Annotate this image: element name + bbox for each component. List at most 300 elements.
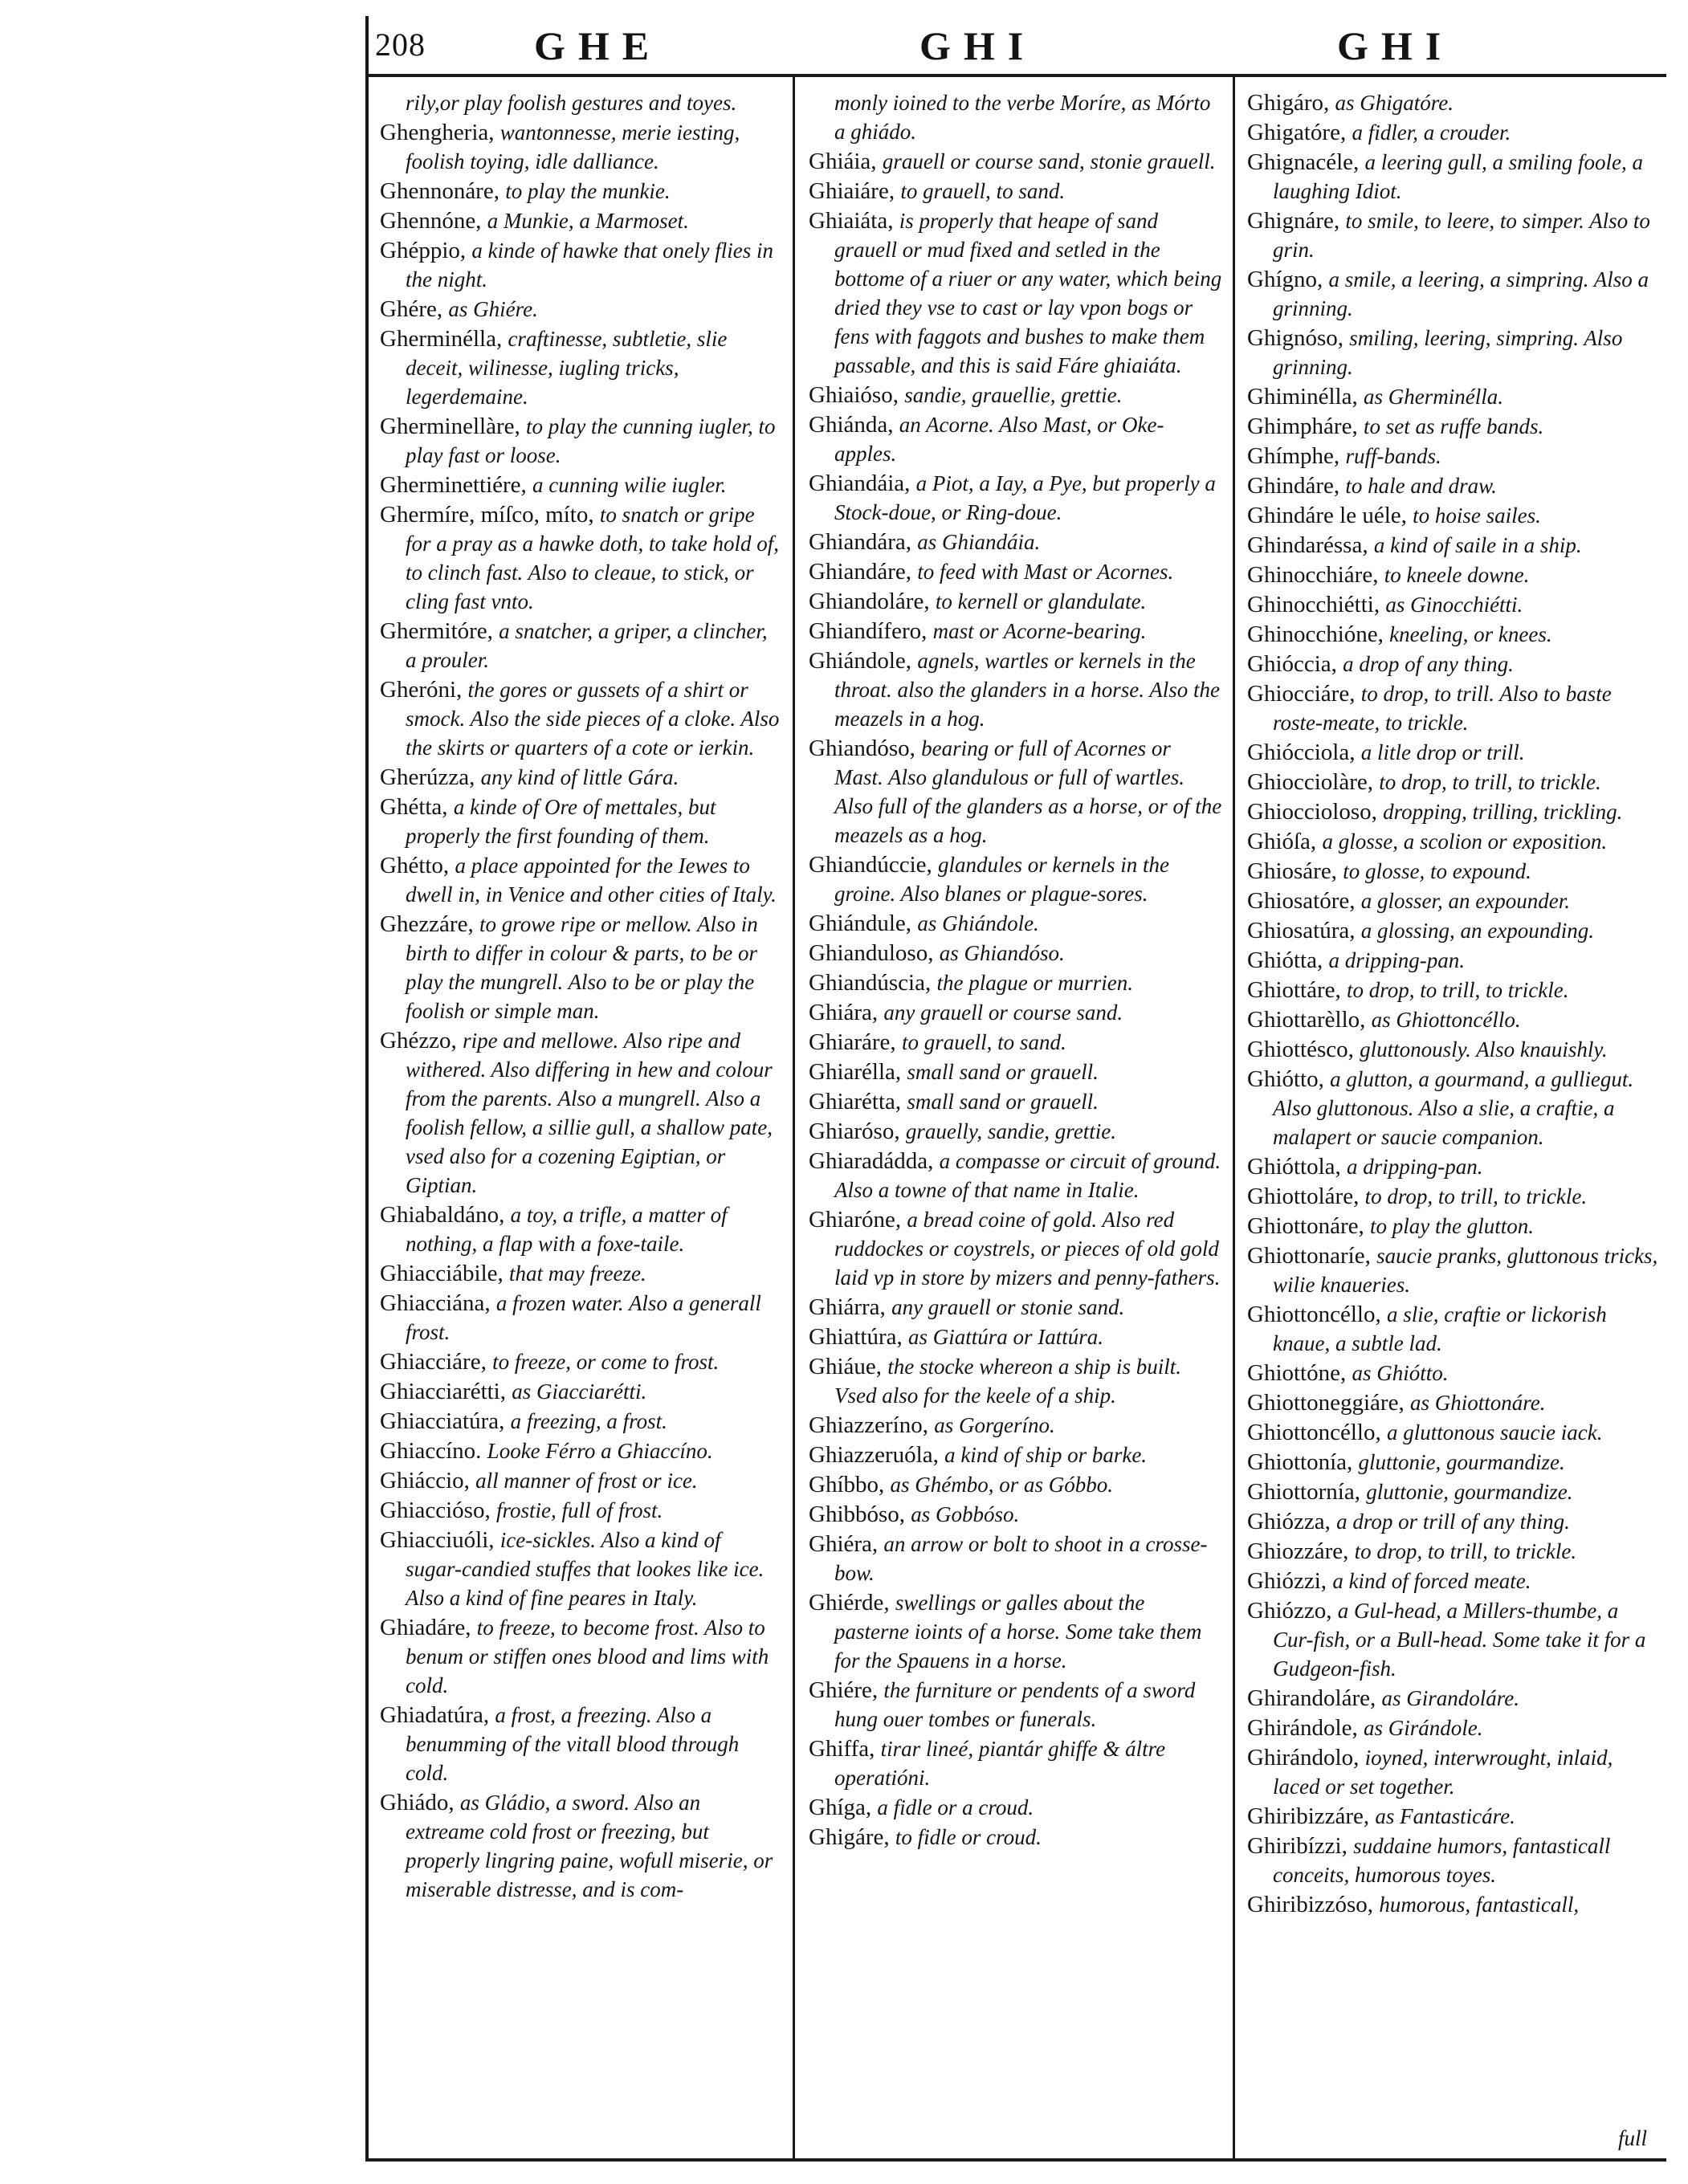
definition: gluttonie, gourmandize. xyxy=(1358,1450,1565,1474)
headword: Ghimpháre, xyxy=(1247,414,1364,439)
definition: smiling, leering, simpring. Also grinning. xyxy=(1273,326,1623,379)
definition: to hale and draw. xyxy=(1345,474,1497,498)
definition: to drop, to trill, to trickle. xyxy=(1347,978,1569,1002)
definition: ripe and mellowe. Also ripe and withered. Also differing in hew and colour from the parents. Also a mungrell. Also a foolish fellow, a sillie gull, a shallow pate, vsed also for a cozening Egiptian, or Giptian. xyxy=(406,1029,773,1197)
definition: a glosse, a scolion or exposition. xyxy=(1322,829,1608,854)
headword: Ghiacciáre, xyxy=(380,1349,493,1375)
headword: Ghiottonía, xyxy=(1247,1449,1359,1475)
dictionary-entry xyxy=(809,646,1222,733)
headword: Ghiacciána, xyxy=(380,1290,496,1316)
dictionary-entry xyxy=(380,118,781,176)
header-rule xyxy=(365,74,1666,77)
headword: Ghiócciola, xyxy=(1247,740,1361,765)
headword: Ghíga, xyxy=(809,1795,878,1820)
headword: Ghirandoláre, xyxy=(1247,1685,1382,1711)
definition: swellings or galles about the pasterne ioints of a horse. Some take them for the Spauens in a horse. xyxy=(834,1591,1202,1673)
headword: Ghioccioloso, xyxy=(1247,799,1384,825)
headword: Ghére, xyxy=(380,296,449,322)
dictionary-entry xyxy=(809,469,1222,527)
dictionary-entry xyxy=(380,1701,781,1787)
dictionary-entry xyxy=(809,968,1222,997)
dictionary-entry xyxy=(1247,442,1661,471)
headword: Ghiosatóre, xyxy=(1247,888,1361,914)
dictionary-entry xyxy=(1247,738,1661,767)
headword: Ghiarétta, xyxy=(809,1089,907,1114)
definition: ruff-bands. xyxy=(1345,444,1441,468)
definition: any kind of little Gára. xyxy=(480,765,679,789)
headword: Ghiattúra, xyxy=(809,1324,909,1350)
dictionary-entry xyxy=(809,939,1222,968)
definition: as Ghigatóre. xyxy=(1335,91,1454,115)
definition: as Girandoláre. xyxy=(1381,1686,1520,1710)
headword: Ghermitóre, xyxy=(380,618,499,644)
headword: Gherminélla, xyxy=(380,326,508,352)
definition: tirar lineé, piantár ghiffe & áltre operatióni. xyxy=(834,1737,1166,1790)
definition: a kind of ship or barke. xyxy=(944,1443,1148,1467)
dictionary-entry xyxy=(380,1526,781,1612)
definition: as Ghiandáia. xyxy=(917,530,1041,554)
dictionary-entry xyxy=(809,1588,1222,1675)
definition: a kind of saile in a ship. xyxy=(1373,533,1582,557)
headword: Ghiottoláre, xyxy=(1247,1184,1365,1209)
dictionary-entry xyxy=(1247,560,1661,589)
dictionary-entry xyxy=(809,206,1222,380)
headword: Ghiacciuóli, xyxy=(380,1527,500,1553)
definition: a kind of forced meate. xyxy=(1332,1569,1531,1593)
dictionary-entry xyxy=(380,236,781,294)
definition: bearing or full of Acornes or Mast. Also glandulous or full of wartles. Also full of the glanders as a horse, or of the meazels as a hog. xyxy=(834,736,1222,847)
definition: the stocke whereon a ship is built. Vsed also for the keele of a ship. xyxy=(834,1355,1181,1408)
definition: as Girándole. xyxy=(1363,1716,1483,1740)
definition: to freeze, or come to frost. xyxy=(492,1350,720,1374)
headword: Ghiottóne, xyxy=(1247,1360,1352,1386)
headword: Ghígno, xyxy=(1247,267,1329,292)
headword: Ghiribizzáre, xyxy=(1247,1803,1376,1829)
dictionary-entry xyxy=(809,1530,1222,1587)
definition: to kernell or glandulate. xyxy=(935,589,1147,613)
definition: as Ghiére. xyxy=(448,297,538,321)
headword: Ghiótta, xyxy=(1247,947,1329,973)
dictionary-entry xyxy=(380,500,781,616)
headword: Ghennonáre, xyxy=(380,178,506,204)
dictionary-entry xyxy=(809,1147,1222,1204)
headword: Ghiazzeruóla, xyxy=(809,1442,945,1468)
headword: Ghiottornía, xyxy=(1247,1479,1367,1505)
dictionary-entry xyxy=(1247,857,1661,886)
definition: a drop or trill of any thing. xyxy=(1336,1510,1570,1534)
headword: Gherúzza, xyxy=(380,764,481,790)
definition: as Ghémbo, or as Góbbo. xyxy=(890,1473,1114,1497)
dictionary-entry xyxy=(380,1200,781,1258)
headword: Ghiárra, xyxy=(809,1294,892,1320)
dictionary-entry xyxy=(1247,946,1661,975)
definition: a Gul-head, a Millers-thumbe, a Cur-fish, or a Bull-head. Some take it for a Gudgeon-fish. xyxy=(1273,1599,1646,1681)
headword: Ghiadáre, xyxy=(380,1615,477,1640)
dictionary-entry xyxy=(380,763,781,792)
headword: Ghengheria, xyxy=(380,120,500,145)
dictionary-entry xyxy=(809,1322,1222,1351)
dictionary-entry xyxy=(809,587,1222,616)
dictionary-entry xyxy=(1247,1713,1661,1742)
dictionary-entry xyxy=(380,1788,781,1904)
definition: that may freeze. xyxy=(509,1261,646,1286)
definition: glandules or kernels in the groine. Also blanes or plague-sores. xyxy=(834,853,1170,906)
definition: monly ioined to the verbe Moríre, as Mórto a ghiádo. xyxy=(834,91,1211,144)
dictionary-entry xyxy=(1247,1477,1661,1506)
headword: Ghiocciolàre, xyxy=(1247,769,1380,795)
dictionary-entry xyxy=(1247,1448,1661,1477)
headword: Ghiandára, xyxy=(809,529,918,555)
definition: to fidle or croud. xyxy=(895,1825,1042,1849)
headword: Ghindáre, xyxy=(1247,473,1346,499)
dictionary-entry xyxy=(1247,620,1661,649)
headword: Ghiándule, xyxy=(809,911,918,936)
dictionary-entry xyxy=(809,1500,1222,1529)
definition: a slie, craftie or lickorish knaue, a subtle lad. xyxy=(1273,1302,1607,1355)
headword: Ghinocchiáre, xyxy=(1247,562,1384,588)
headword: Ghermíre, míſco, míto, xyxy=(380,502,600,528)
headword: Ghiaradádda, xyxy=(809,1148,940,1174)
definition: a dripping-pan. xyxy=(1347,1155,1483,1179)
definition: frostie, full of frost. xyxy=(495,1498,663,1522)
dictionary-entry xyxy=(1247,324,1661,381)
definition: as Ghiándole. xyxy=(917,911,1039,935)
dictionary-entry xyxy=(1247,1065,1661,1151)
definition: a kinde of hawke that onely flies in the night. xyxy=(406,238,774,291)
dictionary-entry xyxy=(809,177,1222,206)
headword: Ghiosáre, xyxy=(1247,858,1343,884)
definition: as Ghiottoncéllo. xyxy=(1371,1008,1521,1032)
dictionary-entry xyxy=(1247,412,1661,441)
dictionary-entry xyxy=(1247,1418,1661,1447)
dictionary-entry xyxy=(380,910,781,1025)
headword: Gherminellàre, xyxy=(380,414,526,439)
definition: any grauell or stonie sand. xyxy=(891,1295,1125,1319)
definition: agnels, wartles or kernels in the throat. also the glanders in a horse. Also the meazels in a hog. xyxy=(834,649,1221,731)
dictionary-entry xyxy=(1247,1832,1661,1889)
definition: to drop, to trill, to trickle. xyxy=(1364,1184,1588,1208)
dictionary-entry xyxy=(1247,1507,1661,1536)
dictionary-entry xyxy=(380,793,781,850)
dictionary-entry xyxy=(809,1352,1222,1410)
headword: Ghióttola, xyxy=(1247,1154,1348,1180)
headword: Ghiozzáre, xyxy=(1247,1538,1355,1564)
headword: Gherminettiére, xyxy=(380,472,533,498)
headword: Ghiacciarétti, xyxy=(380,1379,512,1404)
definition: a compasse or circuit of ground. Also a towne of that name in Italie. xyxy=(834,1149,1221,1202)
definition: a leering gull, a smiling foole, a laughing Idiot. xyxy=(1273,150,1644,203)
definition: mast or Acorne-bearing. xyxy=(932,619,1147,643)
header-right-word: GHI xyxy=(1337,23,1454,68)
headword: Ghigáro, xyxy=(1247,90,1335,116)
headword: Ghiéra, xyxy=(809,1531,884,1557)
dictionary-entry xyxy=(1247,118,1661,147)
dictionary-entry xyxy=(1247,976,1661,1004)
dictionary-entry xyxy=(380,206,781,235)
dictionary-entry xyxy=(1247,1684,1661,1713)
headword: Ghiaráre, xyxy=(809,1029,902,1055)
dictionary-entry xyxy=(1247,531,1661,560)
definition: an arrow or bolt to shoot in a crosse-bow. xyxy=(834,1532,1208,1585)
column-divider-2 xyxy=(1233,77,1235,2158)
definition: the plague or murrien. xyxy=(936,971,1133,995)
dictionary-entry xyxy=(809,1440,1222,1469)
headword: Ghiottonáre, xyxy=(1247,1213,1371,1239)
dictionary-entry xyxy=(380,851,781,909)
definition: a cunning wilie iugler. xyxy=(532,473,727,497)
dictionary-entry xyxy=(809,1676,1222,1734)
headword: Ghiózzi, xyxy=(1247,1568,1333,1594)
dictionary-entry xyxy=(809,1087,1222,1116)
dictionary-entry xyxy=(809,381,1222,410)
headword: Ghirándole, xyxy=(1247,1715,1364,1741)
definition: ice-sickles. Also a kind of sugar-candied stuffes that lookes like ice. Also a kind of fine peares in Italy. xyxy=(406,1528,764,1610)
headword: Ghiottarèllo, xyxy=(1247,1007,1372,1033)
definition: as Gherminélla. xyxy=(1363,385,1503,409)
definition: to play the glutton. xyxy=(1370,1214,1534,1238)
dictionary-entry xyxy=(1247,768,1661,797)
headword: Ghiaiáre, xyxy=(809,178,901,204)
dictionary-entry xyxy=(380,88,781,117)
headword: Ghiosatúra, xyxy=(1247,918,1361,943)
headword: Ghímphe, xyxy=(1247,443,1346,469)
definition: a smile, a leering, a simpring. Also a grinning. xyxy=(1273,267,1649,320)
dictionary-entry xyxy=(380,1496,781,1525)
headword: Ghiáccio, xyxy=(380,1468,476,1493)
footer-rule xyxy=(365,2158,1666,2162)
dictionary-page xyxy=(365,16,1666,2168)
dictionary-entry xyxy=(380,412,781,470)
definition: a Munkie, a Marmoset. xyxy=(487,209,689,233)
headword: Ghindáre le uéle, xyxy=(1247,503,1413,528)
definition: to snatch or gripe for a pray as a hawke doth, to take hold of, to clinch fast. Also to cleaue, to stick, or cling fast vnto. xyxy=(406,503,779,613)
dictionary-entry xyxy=(1247,797,1661,826)
headword: Ghiandúccie, xyxy=(809,852,939,878)
headword: Ghiottonaríe, xyxy=(1247,1243,1377,1269)
definition: Looke Férro a Ghiaccíno. xyxy=(487,1439,713,1463)
headword: Ghinocchióne, xyxy=(1247,621,1390,647)
definition: a gluttonous saucie iack. xyxy=(1386,1420,1603,1444)
dictionary-entry xyxy=(809,850,1222,908)
headword: Ghiabaldáno, xyxy=(380,1202,511,1228)
catchword: full xyxy=(1617,2126,1647,2150)
definition: to set as ruffe bands. xyxy=(1363,414,1544,438)
headword: Ghéppio, xyxy=(380,238,472,263)
column-2 xyxy=(809,88,1222,2152)
definition: an Acorne. Also Mast, or Oke-apples. xyxy=(834,413,1164,466)
definition: a glosser, an expounder. xyxy=(1360,889,1570,913)
definition: as Ghiandóso. xyxy=(939,941,1065,965)
headword: Ghiandoláre, xyxy=(809,589,936,614)
dictionary-entry xyxy=(1247,827,1661,856)
definition: to drop, to trill, to trickle. xyxy=(1354,1539,1577,1563)
definition: gluttonously. Also knauishly. xyxy=(1360,1037,1608,1061)
definition: as Fantasticáre. xyxy=(1375,1804,1515,1828)
definition: a kinde of Ore of mettales, but properly the first founding of them. xyxy=(406,795,716,848)
headword: Ghirándolo, xyxy=(1247,1745,1365,1770)
headword: Ghézzo, xyxy=(380,1028,463,1053)
dictionary-entry xyxy=(1247,88,1661,117)
headword: Ghióſa, xyxy=(1247,829,1323,854)
page-number: 208 xyxy=(375,26,426,63)
column-1 xyxy=(380,88,781,2152)
headword: Ghiandúscia, xyxy=(809,970,937,996)
headword: Ghiandáia, xyxy=(809,471,916,496)
headword: Ghignóso, xyxy=(1247,325,1350,351)
headword: Ghiaróso, xyxy=(809,1118,906,1144)
headword: Ghianduloso, xyxy=(809,940,940,966)
definition: to glosse, to expound. xyxy=(1343,859,1531,883)
headword: Ghiaccióso, xyxy=(380,1497,496,1523)
headword: Ghignacéle, xyxy=(1247,149,1365,175)
definition: to drop, to trill, to trickle. xyxy=(1379,770,1601,794)
headword: Ghiaccíno. xyxy=(380,1438,487,1464)
headword: Ghiótto, xyxy=(1247,1066,1331,1092)
definition: a fidler, a crouder. xyxy=(1352,120,1511,145)
dictionary-entry xyxy=(1247,1182,1661,1211)
dictionary-entry xyxy=(1247,1802,1661,1831)
definition: a snatcher, a griper, a clincher, a prouler. xyxy=(406,619,768,672)
definition: grauelly, sandie, grettie. xyxy=(905,1119,1117,1143)
dictionary-entry xyxy=(1247,1388,1661,1417)
dictionary-entry xyxy=(380,177,781,206)
headword: Ghiózzo, xyxy=(1247,1598,1338,1624)
headword: Ghiándole, xyxy=(809,648,918,674)
headword: Ghiére, xyxy=(809,1677,884,1703)
dictionary-entry xyxy=(1247,1537,1661,1566)
header-center-word: GHI xyxy=(919,23,1037,68)
headword: Ghiáia, xyxy=(809,149,883,174)
dictionary-entry xyxy=(1247,501,1661,530)
definition: a freezing, a frost. xyxy=(510,1409,667,1433)
dictionary-entry xyxy=(380,1436,781,1465)
headword: Ghiottésco, xyxy=(1247,1037,1360,1062)
dictionary-entry xyxy=(380,471,781,499)
dictionary-entry xyxy=(1247,1567,1661,1595)
dictionary-entry xyxy=(809,1205,1222,1292)
dictionary-entry xyxy=(809,1293,1222,1322)
headword: Ghiára, xyxy=(809,1000,884,1025)
dictionary-entry xyxy=(1247,886,1661,915)
dictionary-entry xyxy=(1247,148,1661,206)
headword: Ghiottoncéllo, xyxy=(1247,1420,1387,1445)
headword: Ghiottáre, xyxy=(1247,977,1348,1003)
dictionary-entry xyxy=(380,617,781,674)
definition: a litle drop or trill. xyxy=(1360,740,1525,764)
definition: a glossing, an expounding. xyxy=(1360,919,1594,943)
headword: Ghigáre, xyxy=(809,1824,895,1850)
definition: to freeze, to become frost. Also to benum or stiffen ones blood and lims with cold. xyxy=(406,1616,769,1697)
dictionary-entry xyxy=(809,909,1222,938)
left-border-rule xyxy=(365,16,369,2162)
dictionary-entry xyxy=(1247,1890,1661,1919)
definition: ioyned, interwrought, inlaid, laced or set together. xyxy=(1273,1746,1613,1799)
dictionary-entry xyxy=(380,1466,781,1495)
dictionary-entry xyxy=(1247,1596,1661,1683)
headword: Ghigatóre, xyxy=(1247,120,1352,145)
dictionary-entry xyxy=(1247,1359,1661,1387)
headword: Ghiottoneggiáre, xyxy=(1247,1390,1410,1416)
headword: Ghiacciábile, xyxy=(380,1261,510,1286)
definition: to play the munkie. xyxy=(505,179,671,203)
definition: a toy, a trifle, a matter of nothing, a flap with a foxe-taile. xyxy=(406,1203,728,1256)
dictionary-entry xyxy=(1247,382,1661,411)
dictionary-entry xyxy=(1247,1005,1661,1034)
dictionary-entry xyxy=(809,410,1222,468)
definition: as Ghiottonáre. xyxy=(1409,1391,1546,1415)
headword: Ghióccia, xyxy=(1247,651,1343,677)
headword: Ghétta, xyxy=(380,794,454,820)
dictionary-entry xyxy=(380,1613,781,1700)
headword: Ghiánda, xyxy=(809,412,899,438)
definition: saucie pranks, gluttonous tricks, wilie knaueries. xyxy=(1273,1244,1658,1297)
definition: to feed with Mast or Acornes. xyxy=(917,560,1174,584)
dictionary-entry xyxy=(1247,206,1661,264)
definition: to play the cunning iugler, to play fast or loose. xyxy=(406,414,776,467)
headword: Gheróni, xyxy=(380,677,468,703)
headword: Ghiandáre, xyxy=(809,559,918,585)
definition: as Ginocchiétti. xyxy=(1385,593,1523,617)
dictionary-entry xyxy=(380,1026,781,1200)
headword: Ghezzáre, xyxy=(380,911,479,937)
definition: dropping, trilling, trickling. xyxy=(1383,800,1623,824)
dictionary-entry xyxy=(380,675,781,762)
headword: Ghiérde, xyxy=(809,1590,895,1616)
dictionary-entry xyxy=(809,617,1222,646)
definition: a drop of any thing. xyxy=(1343,652,1514,676)
dictionary-entry xyxy=(809,1057,1222,1086)
headword: Ghindaréssa, xyxy=(1247,532,1374,558)
definition: gluttonie, gourmandize. xyxy=(1366,1480,1573,1504)
headword: Ghiribizzóso, xyxy=(1247,1892,1380,1917)
definition: to kneele downe. xyxy=(1384,563,1530,587)
definition: is properly that heape of sand grauell or mud fixed and setled in the bottome of a riuer or any water, which being dried they vse to cast or lay vpon bogs or fens with faggots and bushes to make them passable, and this is said Fáre ghiaiáta. xyxy=(834,209,1222,377)
headword: Ghiáue, xyxy=(809,1354,888,1379)
definition: a place appointed for the Iewes to dwell in, in Venice and other cities of Italy. xyxy=(406,854,777,907)
headword: Ghiandóso, xyxy=(809,735,922,761)
dictionary-entry xyxy=(1247,471,1661,500)
headword: Ghiózza, xyxy=(1247,1509,1337,1534)
headword: Ghiadatúra, xyxy=(380,1702,495,1728)
dictionary-entry xyxy=(1247,265,1661,323)
definition: the furniture or pendents of a sword hung ouer tombes or funerals. xyxy=(834,1678,1196,1731)
definition: as Gládio, a sword. Also an extreame cold frost or freezing, but properly lingring paine, wofull miserie, or miserable distresse, and is com- xyxy=(406,1791,773,1901)
dictionary-entry xyxy=(380,1289,781,1347)
definition: small sand or grauell. xyxy=(907,1060,1099,1084)
dictionary-entry xyxy=(809,1734,1222,1792)
dictionary-entry xyxy=(380,1377,781,1406)
definition: a bread coine of gold. Also red ruddockes or coystrels, or pieces of old gold laid vp in store by mizers and penny-fathers. xyxy=(834,1208,1221,1290)
definition: to growe ripe or mellow. Also in birth to differ in colour & parts, to be or play the mungrell. Also to be or play the foolish or simple man. xyxy=(406,912,758,1023)
dictionary-entry xyxy=(1247,1743,1661,1801)
dictionary-entry xyxy=(1247,1212,1661,1241)
definition: as Ghiótto. xyxy=(1352,1361,1449,1385)
headword: Ghiottoncéllo, xyxy=(1247,1302,1387,1327)
header-left-word: GHE xyxy=(534,23,663,68)
dictionary-entry xyxy=(380,1407,781,1436)
definition: wantonnesse, merie iesting, foolish toying, idle dalliance. xyxy=(406,120,740,173)
dictionary-entry xyxy=(809,1028,1222,1057)
definition: suddaine humors, fantasticall conceits, humorous toyes. xyxy=(1273,1834,1611,1887)
definition: as Giacciarétti. xyxy=(512,1379,647,1404)
dictionary-entry xyxy=(1247,590,1661,619)
headword: Ghiádo, xyxy=(380,1790,460,1815)
headword: Ghinocchiétti, xyxy=(1247,592,1386,617)
dictionary-entry xyxy=(809,1411,1222,1440)
definition: a frost, a freezing. Also a benumming of the vitall blood through cold. xyxy=(406,1703,740,1785)
dictionary-entry xyxy=(809,998,1222,1027)
headword: Ghiaiáta, xyxy=(809,208,899,234)
